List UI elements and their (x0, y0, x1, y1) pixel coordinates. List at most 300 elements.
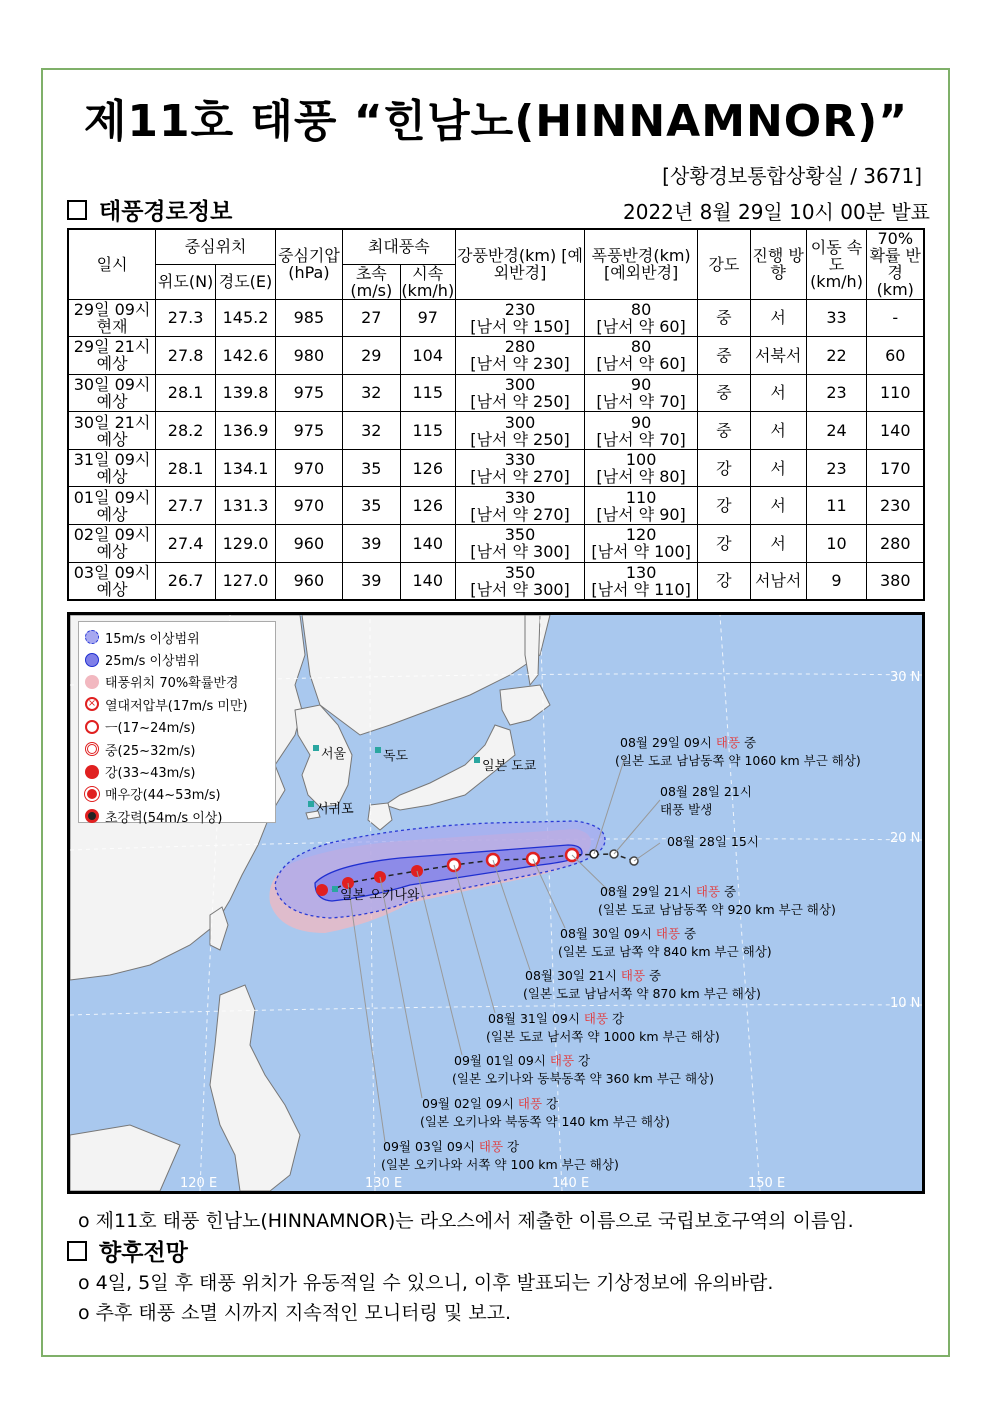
cell-value: [남서 약 250] (470, 429, 570, 449)
cell-value: 145.2 (222, 308, 269, 328)
header-kmh: 시속 (km/h) (401, 263, 455, 300)
cell-value: 예상 (96, 579, 128, 599)
cell-value: 23 (826, 458, 847, 478)
annotation-0829-21: 08월 29일 21시 태풍 중 (600, 884, 737, 899)
table-cell (400, 374, 455, 412)
table-cell (750, 337, 806, 375)
table-row (68, 299, 924, 337)
annotation-0828-21-detail: 태풍 발생 (660, 802, 713, 817)
table-cell (156, 525, 216, 563)
issued-time: 2022년 8월 29일 10시 00분 발표 (623, 200, 930, 224)
annotation-0830-09-detail: (일본 도쿄 남쪽 약 840 km 부근 해상) (558, 944, 772, 959)
cell-value: 30일 21시 (73, 412, 151, 432)
table-cell (275, 337, 342, 375)
table-row (68, 562, 924, 600)
header-prob: 70% 확률 반경 (km) (867, 229, 924, 299)
annotation-0902-09: 09월 02일 09시 태풍 강 (422, 1096, 559, 1111)
table-cell (68, 374, 156, 412)
table-cell (68, 487, 156, 525)
table-cell (216, 412, 276, 450)
marker-0904-09 (316, 884, 328, 896)
table-cell (867, 525, 924, 563)
cell-value: 중 (716, 345, 732, 365)
cell-value: 970 (293, 458, 325, 478)
seogwipo-marker (308, 801, 314, 807)
cell-value: 126 (412, 458, 444, 478)
legend-item-weak (85, 716, 269, 738)
cell-value: 서 (770, 308, 786, 328)
table-cell (697, 299, 750, 337)
map-legend (78, 621, 276, 826)
typhoon-track-map (67, 612, 925, 1194)
checkbox-square-icon (67, 200, 87, 220)
annotation-0901-09-detail: (일본 오키나와 동북동쪽 약 360 km 부근 해상) (452, 1071, 714, 1086)
section-heading-outlook (67, 1234, 188, 1267)
table-cell (806, 525, 867, 563)
table-cell (806, 374, 867, 412)
cell-value: 90 (630, 412, 652, 432)
cell-value: 140 (879, 421, 911, 441)
legend-item-very-strong (85, 783, 269, 805)
cell-value: 140 (412, 571, 444, 591)
cell-value: - (892, 308, 899, 328)
cell-value: 서 (770, 533, 786, 553)
track-annotations (381, 735, 861, 1172)
cell-value: 104 (412, 345, 444, 365)
table-cell (275, 299, 342, 337)
table-cell (216, 562, 276, 600)
cell-value: 예상 (96, 391, 128, 411)
dokdo-marker (375, 747, 381, 753)
table-cell (697, 337, 750, 375)
cell-value: 22 (826, 345, 847, 365)
table-row (68, 337, 924, 375)
table-cell (156, 449, 216, 487)
table-cell (68, 299, 156, 337)
table-cell (750, 374, 806, 412)
cell-value: 139.8 (222, 383, 269, 403)
table-cell (697, 412, 750, 450)
pink-circle-icon (85, 675, 99, 689)
table-cell (216, 374, 276, 412)
cell-value: [남서 약 270] (470, 467, 570, 487)
table-cell (455, 525, 585, 563)
table-cell (156, 487, 216, 525)
cell-value: 10 (826, 533, 847, 553)
table-cell (867, 562, 924, 600)
cell-value: 115 (412, 383, 444, 403)
cell-value: 130 (625, 562, 657, 582)
table-cell (342, 412, 400, 450)
cell-value: 980 (293, 345, 325, 365)
lon-150e: 150 E (748, 1176, 786, 1191)
land-kyushu (368, 803, 392, 830)
section-heading-label: 태풍경로정보 (99, 199, 233, 225)
okinawa-marker (332, 886, 338, 892)
cell-value: 30일 09시 (73, 374, 151, 394)
cell-value: 강 (716, 458, 732, 478)
cell-value: [남서 약 60] (596, 316, 686, 336)
table-cell (585, 525, 698, 563)
header-direction: 진행 방향 (750, 229, 806, 299)
grid-labels (180, 670, 920, 1191)
lon-120e: 120 E (180, 1176, 218, 1191)
land-borneo (70, 1125, 180, 1191)
table-cell (750, 449, 806, 487)
cell-value: 예상 (96, 429, 128, 449)
cell-value: 80 (630, 337, 652, 357)
lat-20n: 20 N (890, 831, 921, 846)
cell-value: 120 (625, 525, 657, 545)
cell-value: 131.3 (222, 496, 269, 516)
table-cell (216, 337, 276, 375)
table-cell (275, 449, 342, 487)
table-cell (275, 525, 342, 563)
cell-value: 380 (879, 571, 911, 591)
table-cell (342, 562, 400, 600)
cell-value: 115 (412, 421, 444, 441)
table-cell (342, 374, 400, 412)
annotation-0901-09: 09월 01일 09시 태풍 강 (454, 1053, 591, 1068)
annotation-0903-09: 09월 03일 09시 태풍 강 (383, 1139, 520, 1154)
table-cell (750, 299, 806, 337)
cell-value: 280 (504, 337, 536, 357)
table-cell (867, 449, 924, 487)
cell-value: [남서 약 270] (470, 504, 570, 524)
legend-label: 15m/s 이상범위 (105, 631, 200, 647)
cell-value: [남서 약 300] (470, 542, 570, 562)
table-cell (750, 525, 806, 563)
cell-value: 23 (826, 383, 847, 403)
table-cell (400, 337, 455, 375)
annotation-0831-09: 08월 31일 09시 태풍 강 (488, 1011, 625, 1026)
table-cell (275, 562, 342, 600)
table-cell (455, 412, 585, 450)
annotation-0830-21: 08월 30일 21시 태풍 중 (525, 968, 662, 983)
cell-value: 80 (630, 299, 652, 319)
cell-value: 129.0 (222, 533, 269, 553)
table-cell (585, 337, 698, 375)
cell-value: 27 (361, 308, 382, 328)
table-cell (342, 487, 400, 525)
header-lat: 위도(N) (156, 264, 216, 299)
legend-label: 열대저압부(17m/s 미만) (105, 698, 248, 714)
table-cell (806, 412, 867, 450)
typhoon-super-icon (85, 809, 99, 823)
cell-value: 예상 (96, 354, 128, 374)
header-time: 일시 (68, 229, 156, 299)
cell-value: 39 (361, 571, 382, 591)
table-cell (867, 299, 924, 337)
table-row (68, 412, 924, 450)
cell-value: [남서 약 60] (596, 354, 686, 374)
cell-value: 서 (770, 496, 786, 516)
cell-value: 35 (361, 458, 382, 478)
cell-value: 134.1 (222, 458, 269, 478)
legend-label: 중(25~32m/s) (105, 743, 196, 759)
table-cell (400, 299, 455, 337)
table-cell (750, 412, 806, 450)
cell-value: 서남서 (754, 571, 802, 591)
annotation-0830-21-detail: (일본 도쿄 남남서쪽 약 870 km 부근 해상) (523, 986, 761, 1001)
cell-value: 350 (504, 562, 536, 582)
cell-value: 33 (826, 308, 847, 328)
table-cell (697, 562, 750, 600)
office-label: [상황경보통합상황실 / 3671] (662, 164, 922, 188)
legend-item-prob (85, 671, 269, 693)
table-cell (806, 562, 867, 600)
td-cross-icon: × (85, 697, 99, 711)
name-origin-note: o 제11호 태풍 힌남노(HINNAMNOR)는 라오스에서 제출한 이름으로 국립보호구역의 이름임. (78, 1210, 854, 1232)
table-cell (68, 449, 156, 487)
cell-value: 29일 09시 (73, 299, 151, 319)
seogwipo-label: 서귀포 (316, 802, 354, 817)
page-title: 제11호 태풍 “힌남노(HINNAMNOR)” (83, 96, 909, 147)
table-cell (806, 449, 867, 487)
table-cell (156, 299, 216, 337)
cell-value: 142.6 (222, 345, 269, 365)
cell-value: [남서 약 150] (470, 316, 570, 336)
table-cell (156, 562, 216, 600)
table-cell (806, 299, 867, 337)
table-cell (216, 525, 276, 563)
table-cell (585, 374, 698, 412)
legend-label: 강(33~43m/s) (105, 766, 196, 782)
table-cell (275, 487, 342, 525)
cell-value: 100 (625, 450, 657, 470)
annotation-0831-09-detail: (일본 도쿄 남서쪽 약 1000 km 부근 해상) (486, 1029, 720, 1044)
header-speed: 이동 속도 (km/h) (806, 229, 867, 299)
cell-value: 32 (361, 383, 382, 403)
cell-value: 중 (716, 308, 732, 328)
cell-value: 970 (293, 496, 325, 516)
cell-value: 97 (417, 308, 438, 328)
table-cell (68, 562, 156, 600)
cell-value: [남서 약 110] (591, 579, 691, 599)
header-storm-radius: 폭풍반경(km) [예외반경] (585, 229, 698, 299)
table-cell (68, 337, 156, 375)
cell-value: 31일 09시 (73, 450, 151, 470)
land-hokkaido (500, 685, 550, 725)
table-cell (867, 374, 924, 412)
cell-value: 32 (361, 421, 382, 441)
cell-value: 127.0 (222, 571, 269, 591)
header-ms: 초속 (m/s) (342, 264, 400, 299)
table-cell (455, 487, 585, 525)
cell-value: 서북서 (754, 345, 802, 365)
table-cell (275, 412, 342, 450)
annotation-0903-09-detail: (일본 오키나와 서쪽 약 100 km 부근 해상) (381, 1157, 619, 1172)
table-cell (867, 487, 924, 525)
header-strong-radius: 강풍반경(km) [예외반경] (455, 229, 585, 299)
cell-value: 975 (293, 383, 325, 403)
table-cell (400, 525, 455, 563)
legend-label: 매우강(44~53m/s) (105, 788, 221, 804)
legend-item-strong (85, 760, 269, 782)
header-maxwind: 최대풍속 (342, 229, 455, 264)
cell-value: 11 (826, 496, 847, 516)
table-cell (750, 487, 806, 525)
annotation-0902-09-detail: (일본 오키나와 북동쪽 약 140 km 부근 해상) (420, 1114, 670, 1129)
table-cell (400, 449, 455, 487)
legend-item-15ms (85, 626, 269, 648)
cell-value: 27.3 (167, 308, 204, 328)
table-cell (156, 337, 216, 375)
annotation-0828-21: 08월 28일 21시 (660, 784, 752, 799)
annotation-0829-09-detail: (일본 도쿄 남남동쪽 약 1060 km 부근 해상) (615, 753, 861, 768)
lat-30n: 30 N (890, 670, 921, 685)
typhoon-weak-icon (85, 720, 99, 734)
cell-value: 960 (293, 533, 325, 553)
typhoon-track-table (67, 228, 925, 601)
cell-value: [남서 약 100] (591, 542, 691, 562)
cell-value: [남서 약 80] (596, 467, 686, 487)
outlook-note-1: o 4일, 5일 후 태풍 위치가 유동적일 수 있으니, 이후 발표되는 기상정보에 유의바람. (78, 1272, 774, 1294)
cell-value: 예상 (96, 467, 128, 487)
table-cell (455, 299, 585, 337)
cell-value: 29일 21시 (73, 337, 151, 357)
cell-value: 126 (412, 496, 444, 516)
cell-value: 26.7 (167, 571, 204, 591)
table-cell (750, 562, 806, 600)
lon-130e: 130 E (365, 1176, 403, 1191)
cell-value: 28.1 (167, 383, 204, 403)
cell-value: 9 (831, 571, 842, 591)
table-cell (455, 337, 585, 375)
header-lon: 경도(E) (216, 264, 276, 299)
cell-value: 현재 (96, 316, 128, 336)
table-cell (455, 562, 585, 600)
table-cell (342, 337, 400, 375)
header-pressure: 중심기압 (hPa) (275, 229, 342, 299)
cell-value: 27.8 (167, 345, 204, 365)
table-cell (216, 449, 276, 487)
checkbox-square-icon (67, 1241, 87, 1261)
cell-value: [남서 약 230] (470, 354, 570, 374)
cell-value: 230 (504, 299, 536, 319)
cell-value: 960 (293, 571, 325, 591)
tokyo-label: 일본 도쿄 (482, 759, 537, 774)
table-cell (156, 374, 216, 412)
lon-140e: 140 E (552, 1176, 590, 1191)
cell-value: [남서 약 90] (596, 504, 686, 524)
seoul-marker (313, 745, 319, 751)
cell-value: 350 (504, 525, 536, 545)
cell-value: 28.2 (167, 421, 204, 441)
cell-value: 24 (826, 421, 847, 441)
cell-value: 서 (770, 421, 786, 441)
solid-circle-icon (85, 653, 99, 667)
cell-value: 985 (293, 308, 325, 328)
table-cell (400, 412, 455, 450)
table-cell (867, 412, 924, 450)
cell-value: 중 (716, 421, 732, 441)
cell-value: 강 (716, 496, 732, 516)
cell-value: 60 (885, 345, 906, 365)
cell-value: 중 (716, 383, 732, 403)
table-cell (455, 449, 585, 487)
cell-value: 136.9 (222, 421, 269, 441)
legend-label: ㅡ(17~24m/s) (105, 721, 196, 737)
cell-value: 170 (879, 458, 911, 478)
cell-value: [남서 약 70] (596, 391, 686, 411)
cell-value: 예상 (96, 542, 128, 562)
lat-10n: 10 N (890, 996, 921, 1011)
cell-value: 02일 09시 (73, 525, 151, 545)
table-cell (455, 374, 585, 412)
cell-value: 35 (361, 496, 382, 516)
legend-label: 초강력(54m/s 이상) (105, 810, 223, 826)
table-row (68, 374, 924, 412)
table-cell (806, 487, 867, 525)
annotation-0828-15: 08월 28일 15시 (667, 834, 759, 849)
annotation-0830-09: 08월 30일 09시 태풍 중 (560, 926, 697, 941)
typhoon-very-strong-icon (85, 787, 99, 801)
cell-value: 330 (504, 450, 536, 470)
cell-value: 230 (879, 496, 911, 516)
dokdo-label: 독도 (383, 749, 409, 764)
table-cell (68, 412, 156, 450)
table-row (68, 449, 924, 487)
cell-value: 90 (630, 374, 652, 394)
table-cell (806, 337, 867, 375)
cell-value: 강 (716, 533, 732, 553)
legend-label: 25m/s 이상범위 (105, 654, 200, 670)
cell-value: 29 (361, 345, 382, 365)
dashed-circle-icon (85, 630, 99, 644)
land-philippines (210, 985, 300, 1191)
cell-value: 서 (770, 458, 786, 478)
header-intensity: 강도 (697, 229, 750, 299)
seoul-label: 서울 (321, 747, 347, 762)
cell-value: 330 (504, 487, 536, 507)
table-cell (697, 525, 750, 563)
cell-value: 예상 (96, 504, 128, 524)
table-cell (697, 487, 750, 525)
annotation-0829-09: 08월 29일 09시 태풍 중 (620, 735, 757, 750)
table-cell (697, 374, 750, 412)
table-cell (585, 299, 698, 337)
cell-value: 03일 09시 (73, 562, 151, 582)
table-cell (697, 449, 750, 487)
table-cell (585, 449, 698, 487)
legend-item-td (85, 693, 269, 715)
outlook-note-2: o 추후 태풍 소멸 시까지 지속적인 모니터링 및 보고. (78, 1302, 512, 1324)
cell-value: 서 (770, 383, 786, 403)
table-cell (400, 487, 455, 525)
tokyo-marker (474, 757, 480, 763)
cell-value: [남서 약 70] (596, 429, 686, 449)
land-taiwan (210, 907, 228, 950)
table-row (68, 487, 924, 525)
typhoon-strong-icon (85, 765, 99, 779)
annotation-0829-21-detail: (일본 도쿄 남남동쪽 약 920 km 부근 해상) (598, 902, 836, 917)
cell-value: 110 (625, 487, 657, 507)
table-row (68, 525, 924, 563)
okinawa-label: 일본 오키나와 (340, 888, 420, 903)
cell-value: 140 (412, 533, 444, 553)
table-cell (585, 562, 698, 600)
legend-item-super (85, 805, 269, 827)
table-cell (585, 412, 698, 450)
legend-label: 태풍위치 70%확률반경 (105, 676, 239, 692)
table-cell (275, 374, 342, 412)
cell-value: [남서 약 250] (470, 391, 570, 411)
section-heading-label: 향후전망 (99, 1240, 188, 1266)
cell-value: 300 (504, 374, 536, 394)
table-cell (342, 299, 400, 337)
table-cell (68, 525, 156, 563)
